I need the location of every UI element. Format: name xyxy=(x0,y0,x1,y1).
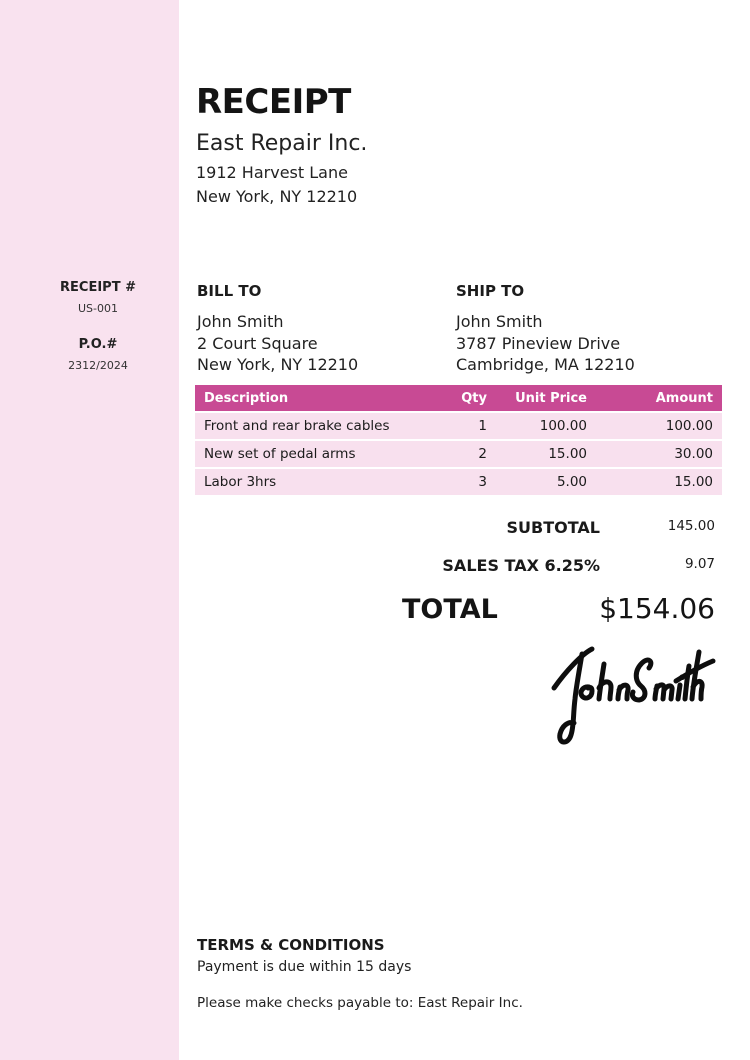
company-name: East Repair Inc. xyxy=(196,131,368,157)
bill-to-name: John Smith xyxy=(197,312,284,331)
terms-section xyxy=(197,936,523,1011)
company-address-line1: 1912 Harvest Lane xyxy=(196,163,348,183)
bill-to-label: BILL TO xyxy=(197,282,262,300)
receipt-meta xyxy=(0,280,179,372)
cell-amount: 30.00 xyxy=(674,446,713,462)
bill-to-line2: New York, NY 12210 xyxy=(197,355,359,374)
cell-qty: 2 xyxy=(478,446,487,462)
signature xyxy=(535,633,740,753)
ship-to-label: SHIP TO xyxy=(456,282,525,300)
total-value: $154.06 xyxy=(599,592,715,625)
ship-to-section xyxy=(456,282,635,376)
ship-to-line1: 3787 Pineview Drive xyxy=(456,333,621,353)
table-row xyxy=(195,413,722,439)
line-items-table xyxy=(195,385,722,495)
header-qty: Qty xyxy=(461,390,487,406)
ship-to-name: John Smith xyxy=(456,312,543,331)
total-label: TOTAL xyxy=(402,594,498,625)
po-number-label: P.O.# xyxy=(78,337,118,352)
cell-description: Labor 3hrs xyxy=(204,474,277,490)
cell-amount: 100.00 xyxy=(665,418,713,434)
company-address-line2: New York, NY 12210 xyxy=(196,187,358,207)
pink-sidebar xyxy=(0,0,179,1060)
bill-to-line1: 2 Court Square xyxy=(197,333,318,353)
cell-qty: 3 xyxy=(478,474,487,490)
table-row xyxy=(195,469,722,495)
sales-tax-label: SALES TAX 6.25% xyxy=(442,556,600,575)
table-row xyxy=(195,441,722,467)
terms-payable-note: Please make checks payable to: East Repair Inc. xyxy=(197,995,523,1011)
receipt-number-value: US-001 xyxy=(78,302,118,315)
cell-description: Front and rear brake cables xyxy=(204,418,390,434)
header-description: Description xyxy=(204,390,289,406)
po-number-group xyxy=(17,337,179,372)
document-title: RECEIPT xyxy=(196,82,351,122)
cell-unit-price: 5.00 xyxy=(556,474,587,490)
document-header xyxy=(196,84,367,209)
header-amount: Amount xyxy=(655,390,713,406)
bill-to-section xyxy=(197,282,358,376)
terms-heading: TERMS & CONDITIONS xyxy=(197,936,385,954)
signature-strokes xyxy=(554,649,713,742)
cell-qty: 1 xyxy=(478,418,487,434)
receipt-number-group xyxy=(17,280,179,315)
company-address xyxy=(196,161,367,209)
table-header-row xyxy=(195,385,722,411)
terms-line1: Payment is due within 15 days xyxy=(197,959,412,975)
ship-to-line2: Cambridge, MA 12210 xyxy=(456,355,635,374)
subtotal-label: SUBTOTAL xyxy=(506,518,600,537)
subtotal-value: 145.00 xyxy=(667,518,715,534)
po-number-value: 2312/2024 xyxy=(68,359,128,372)
header-unit-price: Unit Price xyxy=(515,390,587,406)
cell-description: New set of pedal arms xyxy=(204,446,356,462)
sales-tax-value: 9.07 xyxy=(684,556,715,572)
cell-unit-price: 15.00 xyxy=(548,446,587,462)
receipt-number-label: RECEIPT # xyxy=(60,280,136,295)
cell-amount: 15.00 xyxy=(674,474,713,490)
cell-unit-price: 100.00 xyxy=(539,418,587,434)
